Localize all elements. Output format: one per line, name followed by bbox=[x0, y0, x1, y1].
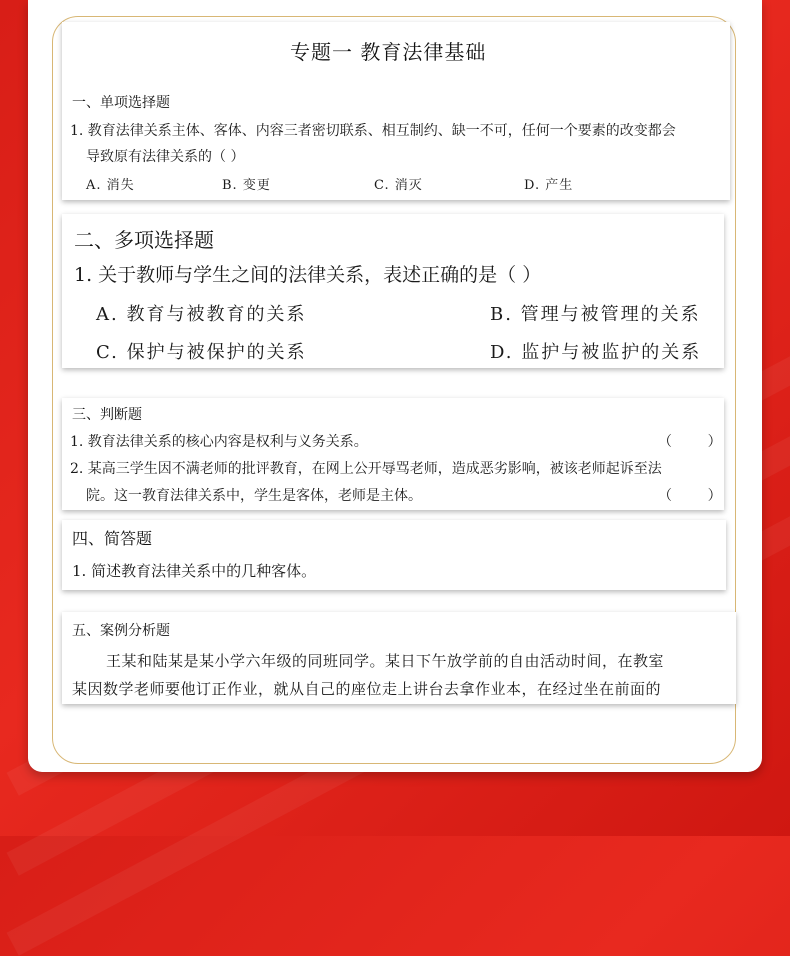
section-heading-case-analysis: 五、案例分析题 bbox=[72, 623, 170, 639]
option-c[interactable]: C. 消灭 bbox=[374, 178, 423, 193]
section-heading-true-false: 三、判断题 bbox=[72, 407, 142, 423]
case-text: 王某和陆某是某小学六年级的同班同学。某日下午放学前的自由活动时间，在教室 bbox=[106, 652, 665, 670]
panel-multi-choice bbox=[62, 214, 724, 368]
option-c[interactable]: C. 保护与被保护的关系 bbox=[96, 342, 307, 363]
question-text: 1. 简述教育法律关系中的几种客体。 bbox=[72, 562, 317, 580]
option-a[interactable]: A. 消失 bbox=[86, 178, 135, 193]
page-title: 专题一 教育法律基础 bbox=[290, 40, 487, 64]
option-d[interactable]: D. 监护与被监护的关系 bbox=[490, 342, 702, 363]
question-text: 1. 教育法律关系主体、客体、内容三者密切联系、相互制约、缺一不可，任何一个要素的改变都会 bbox=[70, 123, 676, 139]
question-text: 导致原有法律关系的（ ） bbox=[86, 149, 245, 165]
option-b[interactable]: B. 变更 bbox=[222, 178, 271, 193]
case-text: 某因数学老师要他订正作业，就从自己的座位走上讲台去拿作业本，在经过坐在前面的 bbox=[72, 680, 662, 698]
section-heading-single-choice: 一、单项选择题 bbox=[72, 95, 170, 111]
question-text: 1. 教育法律关系的核心内容是权利与义务关系。 bbox=[70, 434, 368, 450]
answer-blank[interactable]: （ ） bbox=[658, 434, 722, 450]
option-b[interactable]: B. 管理与被管理的关系 bbox=[490, 304, 701, 325]
panel-single-choice bbox=[62, 22, 730, 200]
section-heading-multi-choice: 二、多项选择题 bbox=[74, 228, 214, 252]
panel-short-answer bbox=[62, 520, 726, 590]
answer-blank[interactable]: （ ） bbox=[658, 488, 722, 504]
question-text: 院。这一教育法律关系中，学生是客体，老师是主体。 bbox=[86, 488, 422, 504]
section-heading-short-answer: 四、简答题 bbox=[72, 529, 153, 548]
panel-case-analysis bbox=[62, 612, 736, 704]
question-text: 1. 关于教师与学生之间的法律关系，表述正确的是（ ） bbox=[74, 264, 542, 286]
option-a[interactable]: A. 教育与被教育的关系 bbox=[96, 304, 307, 325]
option-d[interactable]: D. 产生 bbox=[524, 178, 574, 193]
question-text: 2. 某高三学生因不满老师的批评教育，在网上公开辱骂老师，造成恶劣影响，被该老师起诉至法 bbox=[70, 461, 662, 477]
panel-true-false bbox=[62, 398, 724, 510]
